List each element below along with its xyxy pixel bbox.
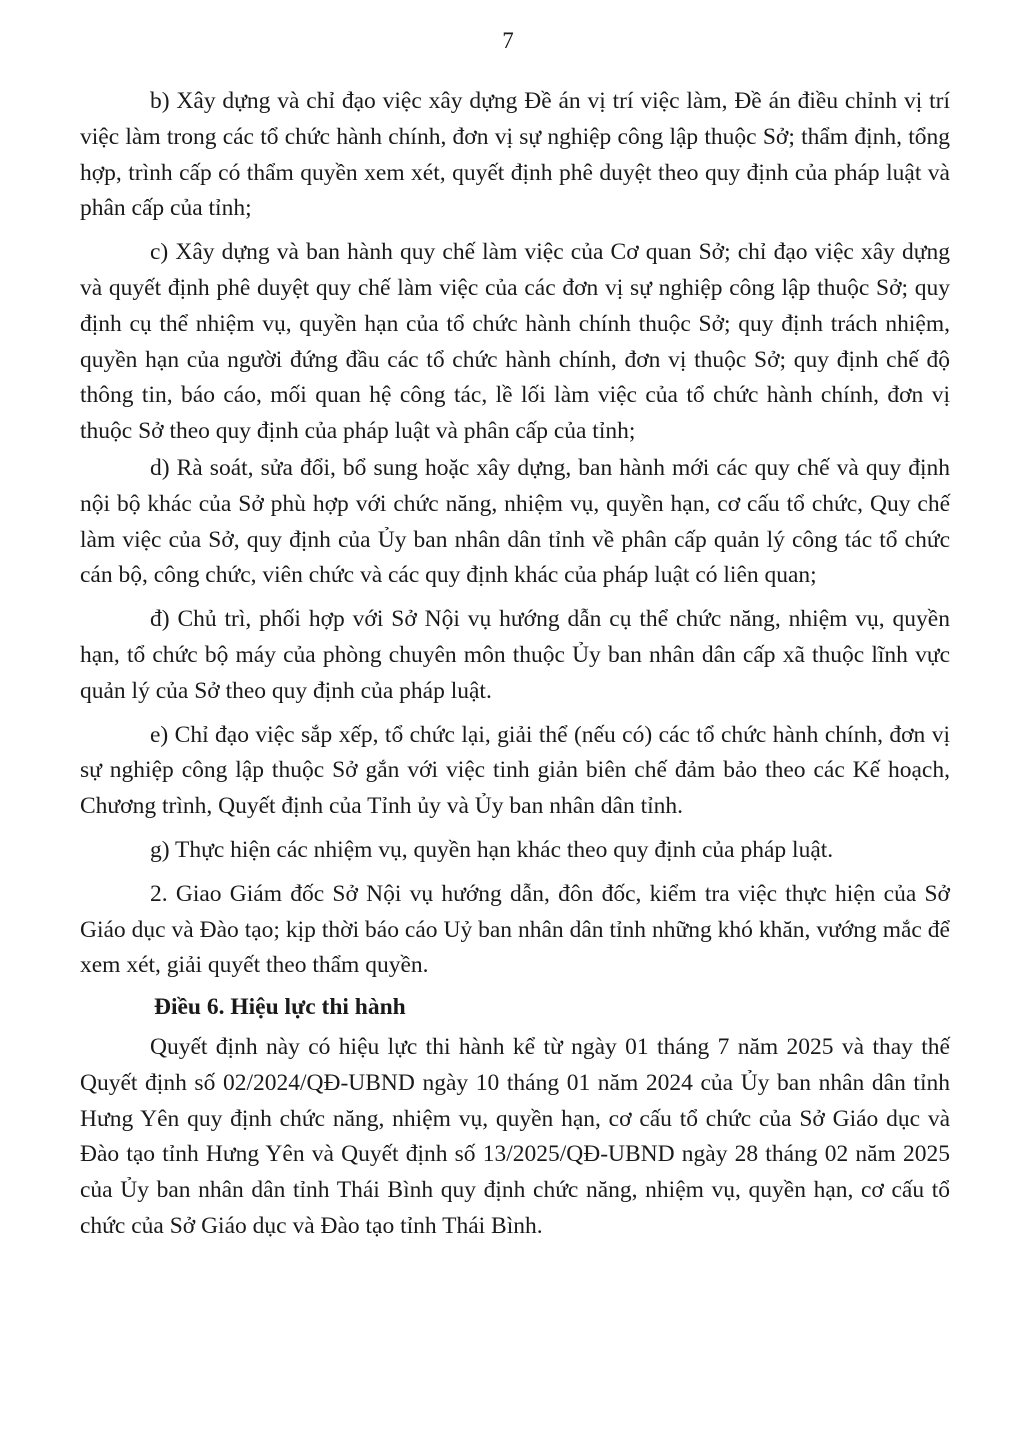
paragraph-e: e) Chỉ đạo việc sắp xếp, tổ chức lại, giải thể (nếu có) các tổ chức hành chính, đơn vị sự nghiệp công lập thuộc Sở gắn với việc tinh giản biên chế đảm bảo theo các Kế hoạch, Chương trình, Quyết định của Tỉnh ủy và Ủy ban nhân dân tỉnh. — [80, 721, 950, 820]
paragraph-g: g) Thực hiện các nhiệm vụ, quyền hạn khác theo quy định của pháp luật. — [150, 836, 834, 863]
article-paragraph: Quyết định này có hiệu lực thi hành kể từ ngày 01 tháng 7 năm 2025 và thay thế Quyết định số 02/2024/QĐ-UBND ngày 10 tháng 01 năm 2024 của Ủy ban nhân dân tỉnh Hưng Yên quy định chức năng, nhiệm vụ, quyền hạn, cơ cấu tổ chức của Sở Giáo dục và Đào tạo tỉnh Hưng Yên và Quyết định số 13/2025/QĐ-UBND ngày 28 tháng 02 năm 2025 của Ủy ban nhân dân tỉnh Thái Bình quy định chức năng, nhiệm vụ, quyền hạn, cơ cấu tổ chức của Sở Giáo dục và Đào tạo tỉnh Thái Bình. — [80, 1033, 950, 1239]
paragraph-c: c) Xây dựng và ban hành quy chế làm việc của Cơ quan Sở; chỉ đạo việc xây dựng và quyết định phê duyệt quy chế làm việc của các đơn vị sự nghiệp công lập thuộc Sở; quy định cụ thể nhiệm vụ, quyền hạn của tổ chức hành chính thuộc Sở; quy định trách nhiệm, quyền hạn của người đứng đầu các tổ chức hành chính, đơn vị thuộc Sở; quy định chế độ thông tin, báo cáo, mối quan hệ công tác, lề lối làm việc của tổ chức hành chính, đơn vị thuộc Sở theo quy định của pháp luật và phân cấp của tỉnh; — [80, 239, 950, 445]
page-number: 7 — [502, 28, 514, 53]
paragraph-d: d) Rà soát, sửa đổi, bổ sung hoặc xây dựng, ban hành mới các quy chế và quy định nội bộ khác của Sở phù hợp với chức năng, nhiệm vụ, quyền hạn, cơ cấu tổ chức, Quy chế làm việc của Sở, quy định của Ủy ban nhân dân tỉnh về phân cấp quản lý công tác tổ chức cán bộ, công chức, viên chức và các quy định khác của pháp luật có liên quan; — [80, 454, 950, 589]
paragraph-2: 2. Giao Giám đốc Sở Nội vụ hướng dẫn, đôn đốc, kiểm tra việc thực hiện của Sở Giáo dục và Đào tạo; kịp thời báo cáo Uỷ ban nhân dân tỉnh những khó khăn, vướng mắc để xem xét, giải quyết theo thẩm quyền. — [80, 880, 950, 979]
paragraph-dd: đ) Chủ trì, phối hợp với Sở Nội vụ hướng dẫn cụ thể chức năng, nhiệm vụ, quyền hạn, tổ chức bộ máy của phòng chuyên môn thuộc Ủy ban nhân dân cấp xã thuộc lĩnh vực quản lý của Sở theo quy định của pháp luật. — [80, 606, 950, 704]
document-body — [80, 84, 950, 1246]
paragraph-b: b) Xây dựng và chỉ đạo việc xây dựng Đề án vị trí việc làm, Đề án điều chỉnh vị trí việc làm trong các tổ chức hành chính, đơn vị sự nghiệp công lập thuộc Sở; thẩm định, tổng hợp, trình cấp có thẩm quyền xem xét, quyết định phê duyệt theo quy định của pháp luật và phân cấp của tỉnh; — [80, 88, 950, 222]
article-heading: Điều 6. Hiệu lực thi hành — [154, 994, 406, 1021]
